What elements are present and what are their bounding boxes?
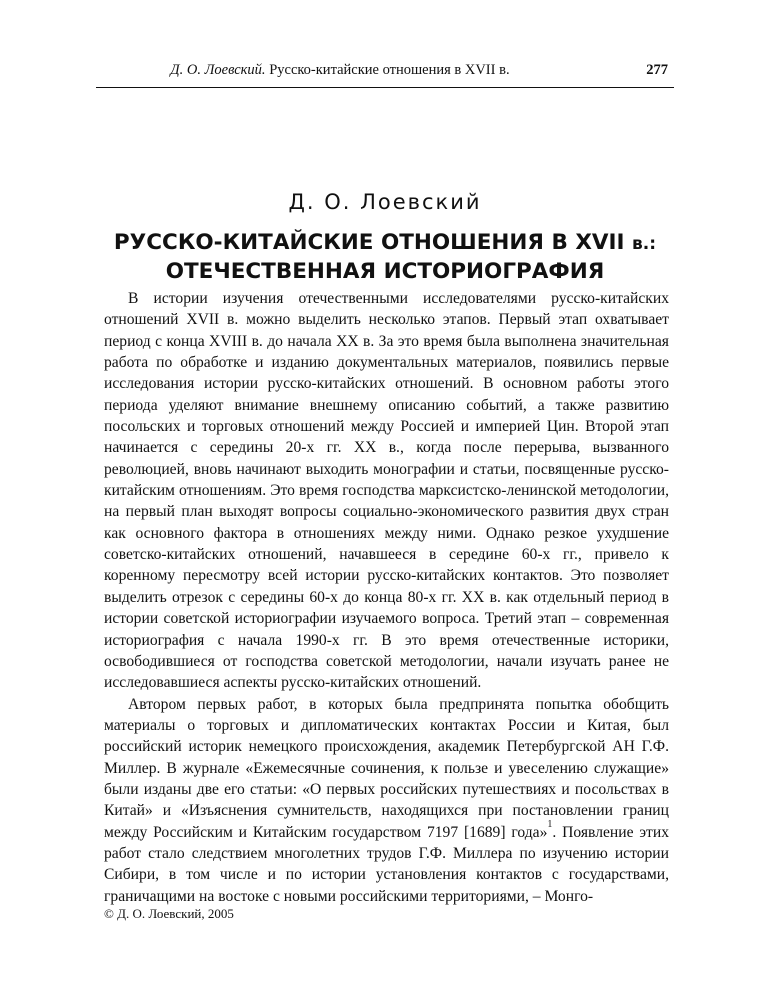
article-body [104,288,669,907]
paragraph-2 [104,694,669,907]
running-head-author: Д. О. Лоевский. [170,62,266,78]
footnote-marker: 1 [547,818,553,830]
running-head-title [96,62,584,79]
paragraph-2-part-2: . Появление этих работ стало следствием многолетних трудов Г.Ф. Миллера по изучению истории Сибири, в том числе и по истории установления контактов с государствами, граничащими на востоке с новыми российскими территориями, – Монго- [104,823,670,905]
title-line-1-suffix: в.: [632,234,657,254]
article-title [96,229,674,285]
title-line-1-main: РУССКО-КИТАЙСКИЕ ОТНОШЕНИЯ В XVII [113,230,625,255]
page-number: 277 [646,62,668,78]
copyright-notice: © Д. О. Лоевский, 2005 [104,906,234,921]
title-line-1 [96,229,674,258]
running-head-article-title: Русско-китайские отношения в XVII в. [269,62,510,78]
header-rule [96,87,674,88]
title-line-2: ОТЕЧЕСТВЕННАЯ ИСТОРИОГРАФИЯ [165,259,605,284]
paragraph-2-part-1: Автором первых работ, в которых была предпринята попытка обобщить материалы о торговых и дипломатических контактах России и Китая, был российский историк немецкого происхождения, академик Петербургской АН Г.Ф. Миллер. В журнале «Ежемесячные сочинения, к пользе и увеселению служащие» были изданы две его статьи: «О первых российских путешествиях и посольствах в Китай» и «Изъяснения сумнительств, находящихся при постановлении границ между Российским и Китайским государством 7197 [1689] года» [104,695,669,841]
article-author: Д. О. Лоевский [288,190,482,214]
paragraph-1: В истории изучения отечественными исследователями русско-китайских отношений XVII в. можно выделить несколько этапов. Первый этап охватывает период с конца XVIII в. до начала XX в. За это время была выполнена значительная работа по обработке и изданию документальных материалов, появились первые исследования истории русско-китайских отношений. В основном работы этого периода уделяют внимание внешнему описанию событий, а также развитию посольских и торговых отношений между Россией и империей Цин. Второй этап начинается с середины 20-х гг. XX в., когда после перерыва, вызванного революцией, вновь начинают выходить монографии и статьи, посвященные русско-китайским отношениям. Это время господства марксистско-ленинской методологии, на первый план выходят вопросы социально-экономического развития двух стран как основного фактора в отношениях между ними. Однако резкое ухудшение советско-китайских отношений, начавшееся в середине 60-х гг., привело к коренному пересмотру всей истории русско-китайских контактов. Это позволяет выделить отрезок с середины 60-х до конца 80-х гг. XX в. как отдельный период в истории советской историографии изучаемого вопроса. Третий этап – современная историография с начала 1990-х гг. В это время отечественные историки, освободившиеся от господства советской методологии, начали изучать ранее не исследовавшиеся аспекты русско-китайских отношений. [104,290,669,692]
running-head [96,62,674,84]
